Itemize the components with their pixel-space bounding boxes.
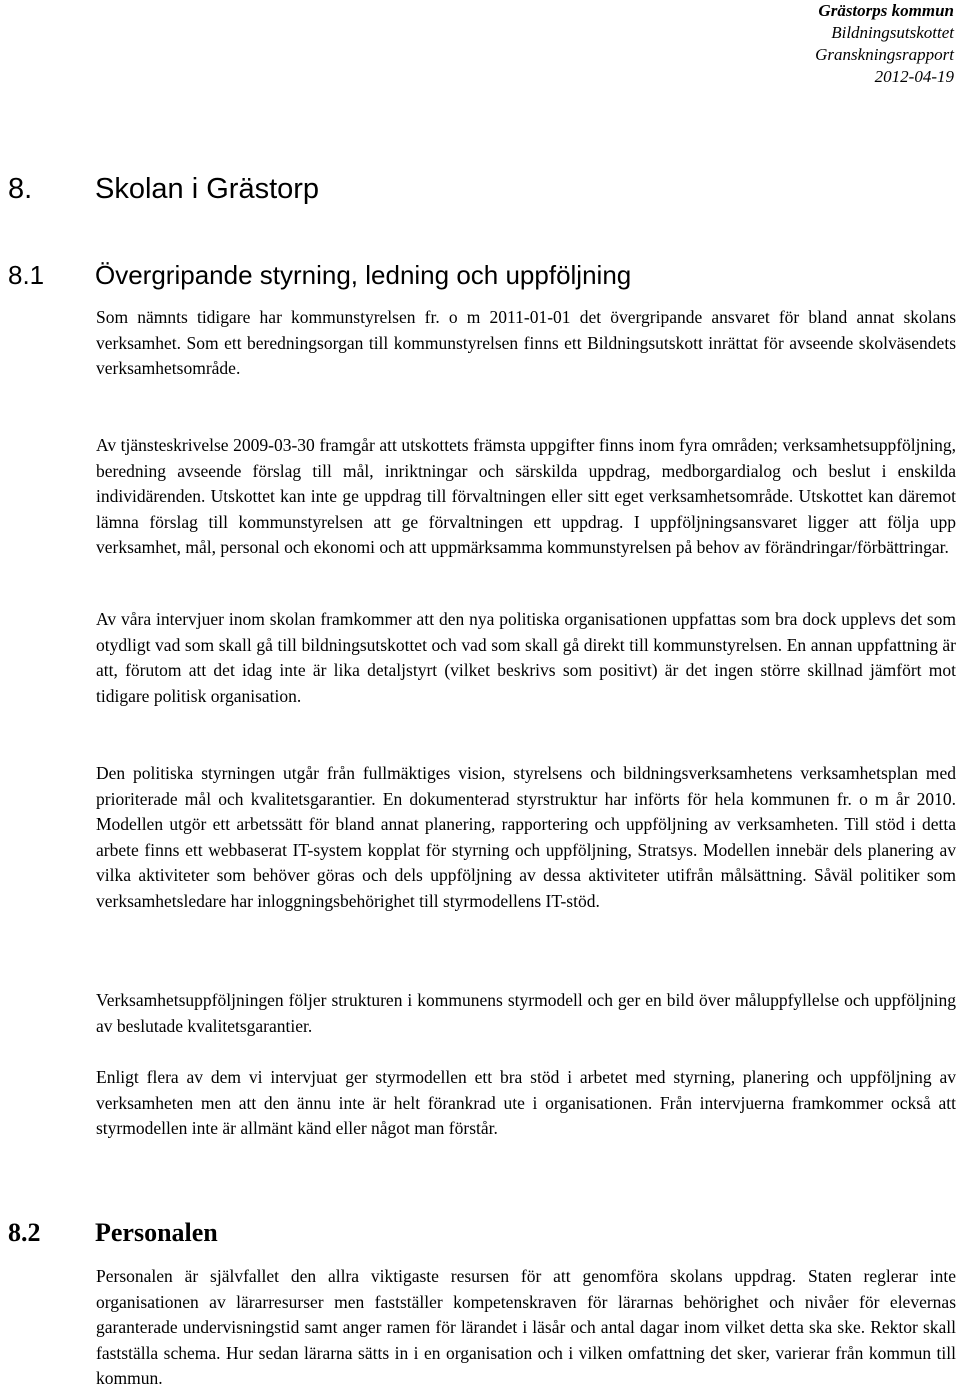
- header-organization: Grästorps kommun: [818, 1, 954, 20]
- paragraph: Som nämnts tidigare har kommunstyrelsen fr. o m 2011-01-01 det övergripande ansvaret för bland annat skolans verksamhet. Som ett beredningsorgan till kommunstyrelsen finns ett Bildningsutskott inrättat för avseende skolväsendets verksamhetsområde.: [96, 307, 956, 379]
- paragraph: Enligt flera av dem vi intervjuat ger styrmodellen ett bra stöd i arbetet med styrning, planering och uppföljning av verksamheten men att den ännu inte är helt förankrad ute i organisationen. Från intervjuerna framkommer också att styrmodellen inte är allmänt känd eller något man förstår.: [96, 1067, 956, 1139]
- header-date: 2012-04-19: [874, 67, 954, 86]
- section-8-2-number: 8.2: [8, 1218, 41, 1247]
- section-8-number: 8.: [8, 173, 33, 205]
- paragraph: Av tjänsteskrivelse 2009-03-30 framgår att utskottets främsta uppgifter finns inom fyra områden; verksamhetsuppföljning, beredning avseende förslag till mål, inriktningar och särskilda uppdrag, medborgardialog och beslut i enskilda individärenden. Utskottet kan inte ge uppdrag till förvaltningen eller sitt eget verksamhetsområde. Utskottet kan däremot lämna förslag till kommunstyrelsen att ge förvaltningen ett uppdrag. I uppföljningsansvaret ligger att följa upp verksamhet, mål, personal och ekonomi och att uppmärksamma kommunstyrelsen på behov av förändringar/förbättringar.: [96, 435, 956, 558]
- paragraph: Den politiska styrningen utgår från fullmäktiges vision, styrelsens och bildningsverksamhetens verksamhetsplan med prioriterade mål och kvalitetsgarantier. En dokumenterad styrstruktur har införts för hela kommunen fr. o m år 2010. Modellen utgör ett arbetssätt för bland annat planering, rapportering och uppföljning av verksamheten. Till stöd i detta arbete finns ett webbaserat IT-system kopplat för styrning och uppföljning, Stratsys. Modellen innebär dels planering av vilka aktiviteter som behöver göras och dels uppföljning av dessa aktiviteter utifrån målsättning. Såväl politiker som verksamhetsledare har inloggningsbehörighet till styrmodellens IT-stöd.: [96, 763, 956, 911]
- section-8-2-heading: [8, 1216, 218, 1250]
- paragraph: Av våra intervjuer inom skolan framkommer att den nya politiska organisationen uppfattas som bra dock upplevs det som otydligt vad som skall gå till bildningsutskottet och vad som skall gå direkt till kommunstyrelsen. En annan uppfattning är att, förutom att det idag inte är lika detaljstyrt (vilket beskrivs som positivt) är det ingen större skillnad jämfört mot tidigare politisk organisation.: [96, 609, 956, 706]
- section-8-1-number: 8.1: [8, 260, 45, 290]
- section-8-title: Skolan i Grästorp: [95, 173, 320, 205]
- paragraph: Personalen är självfallet den allra viktigaste resursen för att genomföra skolans uppdrag. Staten reglerar inte organisationen av lärarresurser men fastställer kompetenskraven för lärarnas behörighet och nivåer för elevernas garanterade undervisningstid samt anger ramen för lärandet i läsår och antal dagar inom vilket detta ska ske. Rektor skall fastställa schema. Hur sedan lärarna sätts in i en organisation och i vilken omfattning det sker, varierar från kommun till kommun.: [96, 1266, 956, 1389]
- page-header: [815, 0, 954, 88]
- section-8-1-heading: [8, 258, 631, 292]
- header-committee: Bildningsutskottet: [831, 23, 954, 42]
- section-8-1-title: Övergripande styrning, ledning och uppföljning: [95, 260, 632, 290]
- section-8-2-title: Personalen: [95, 1218, 218, 1247]
- section-8-heading: [8, 171, 319, 207]
- header-report-type: Granskningsrapport: [815, 45, 954, 64]
- paragraph: Verksamhetsuppföljningen följer strukturen i kommunens styrmodell och ger en bild över måluppfyllelse och uppföljning av beslutade kvalitetsgarantier.: [96, 990, 956, 1036]
